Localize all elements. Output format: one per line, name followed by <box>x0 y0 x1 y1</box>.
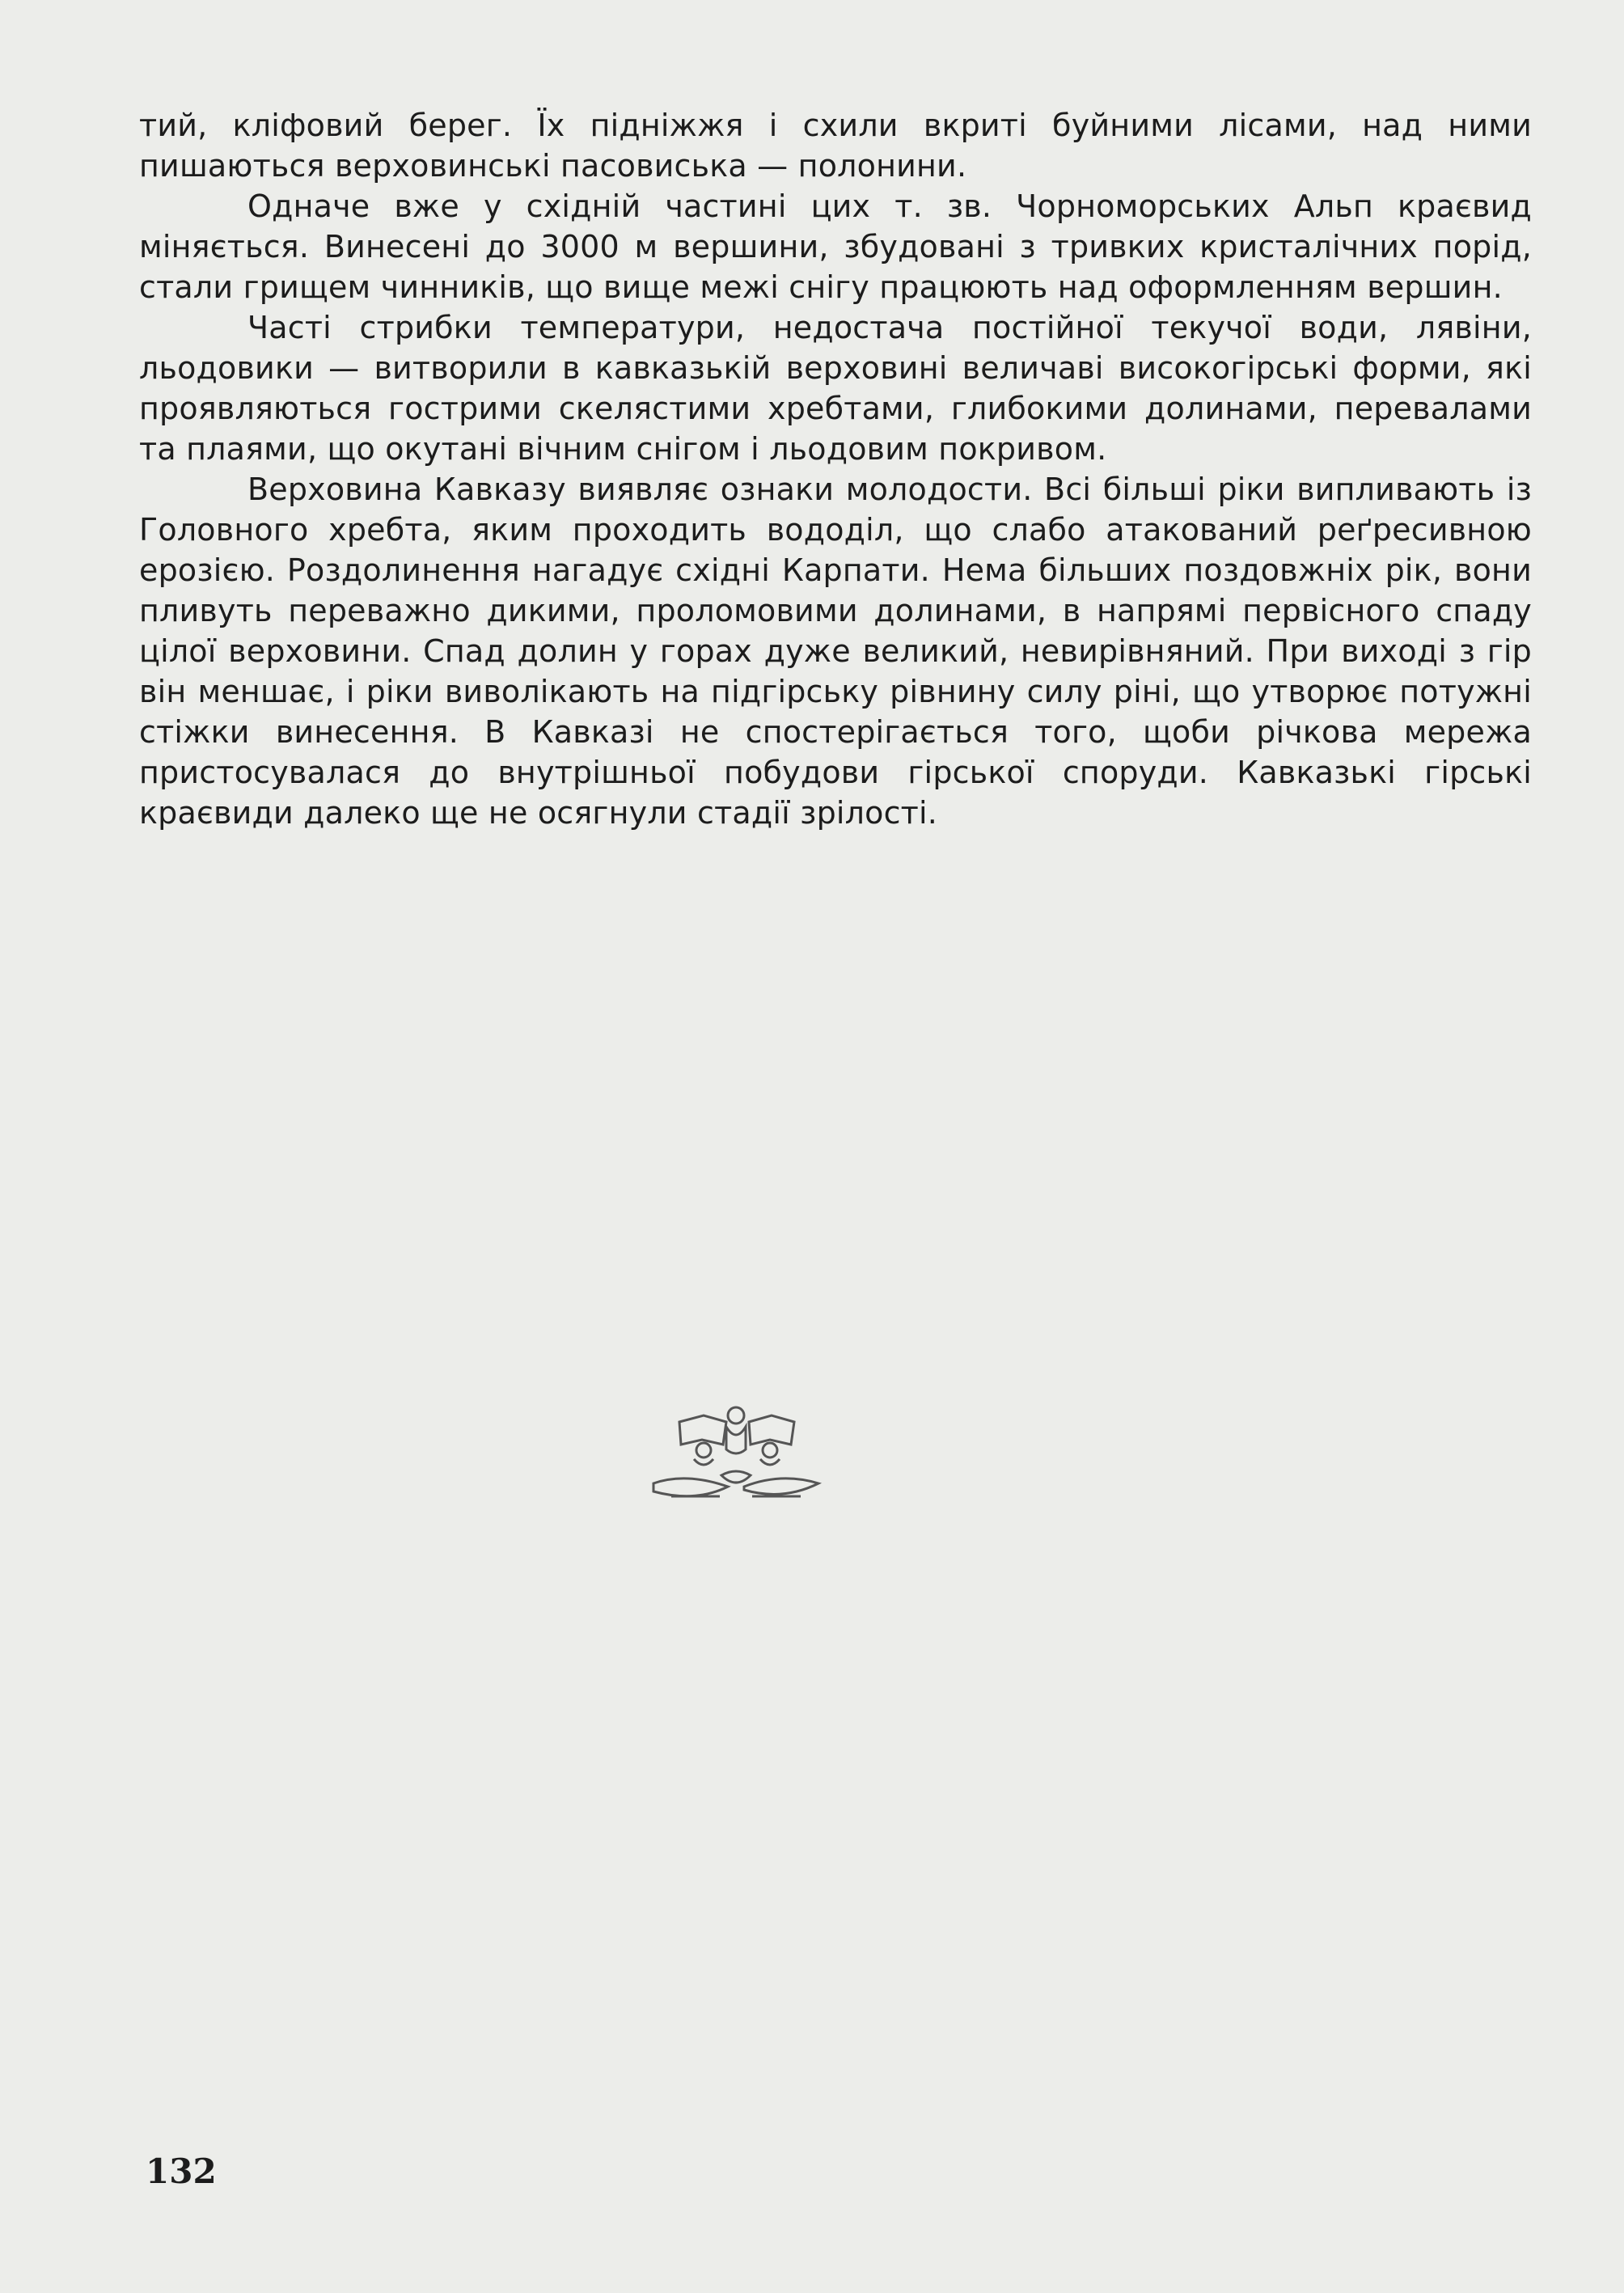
paragraph-3: Часті стрибки температури, недостача постійної текучої води, лявіни, льодовики — витворили в кавказькій верховині величаві високогірські форми, які проявляються гострими скелястими хребтами, глибокими долинами, перевалами та плаями, що окутані вічним снігом і льодовим покривом. <box>139 310 1532 467</box>
book-readers-ornament-icon <box>647 1406 825 1515</box>
paragraph-4: Верховина Кавказу виявляє ознаки молодости. Всі більші ріки випливають із Головного хребта, яким проходить вододіл, що слабо атакований реґресивною ерозією. Роздолинення нагадує східні Карпати. Нема більших поздовжніх рік, вони пливуть переважно дикими, проломовими долинами, в напрямі первісного спаду цілої верховини. Спад долин у горах дуже великий, невирівняний. При виході з гір він меншає, і ріки виволікають на підгірську рівнину силу ріні, що утворює потужні стіжки винесення. В Кавказі не спостерігається того, щоби річкова мережа пристосувалася до внутрішньої побудови гірської споруди. Кавказькі гірські краєвиди далеко ще не осягнули стадії зрілості. <box>139 472 1532 831</box>
paragraph-1: тий, кліфовий берег. Їх підніжжя і схили вкриті буйними лісами, над ними пишаються верховинські пасовиська — полонини. <box>139 108 1532 184</box>
body-text <box>139 105 1532 833</box>
page-number: 132 <box>146 2151 217 2191</box>
paragraph-2: Одначе вже у східній частині цих т. зв. Чорноморських Альп краєвид міняється. Винесені до 3000 м вершини, збудовані з тривких кристалічних порід, стали грищем чинників, що вище межі снігу працюють над оформленням вершин. <box>139 188 1532 305</box>
